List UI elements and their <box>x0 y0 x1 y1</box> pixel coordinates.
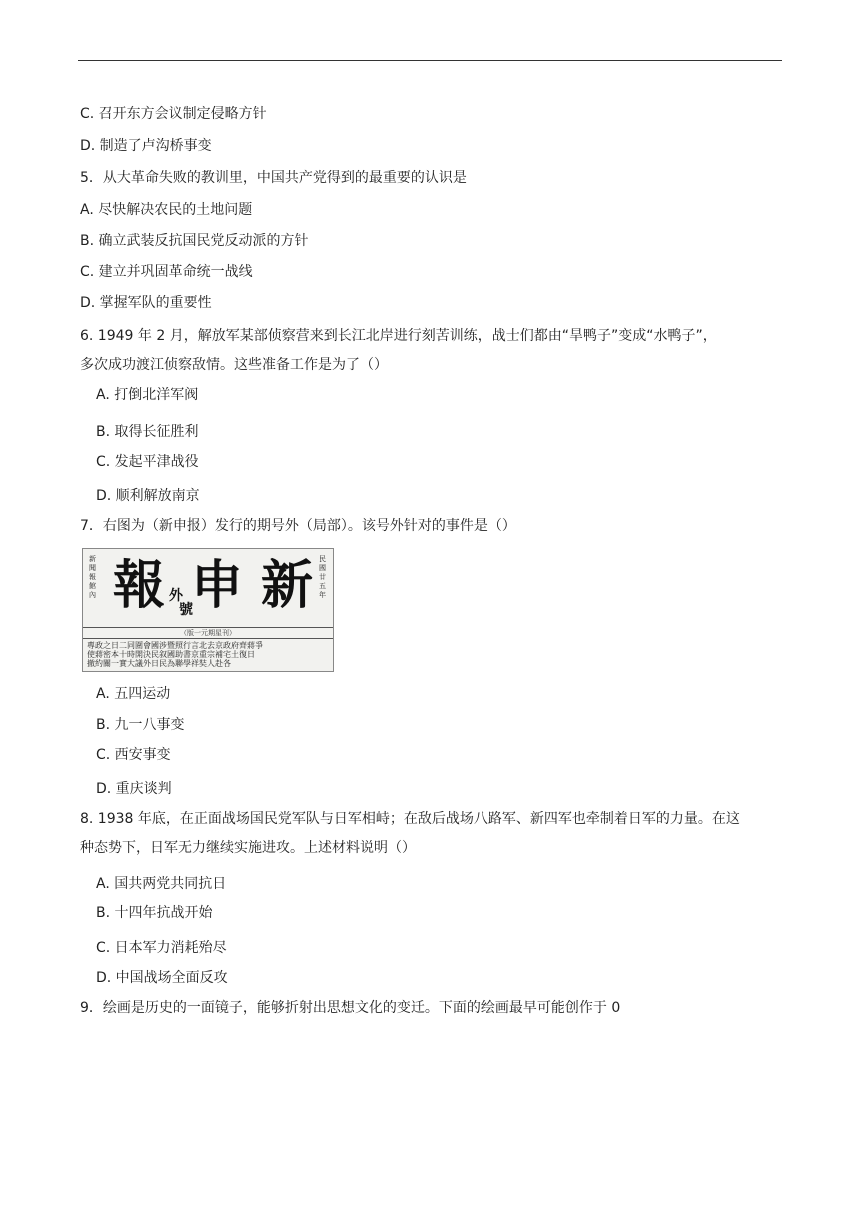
q5-option-a: A. 尽快解决农民的土地问题 <box>80 202 253 218</box>
q6-option-d: D. 顺利解放南京 <box>96 488 200 504</box>
q8-option-d: D. 中国战场全面反攻 <box>96 970 228 986</box>
q6-option-a: A. 打倒北洋军阀 <box>96 387 199 403</box>
question-5: 5．从大革命失败的教训里，中国共产党得到的最重要的认识是 <box>80 170 467 186</box>
q8-option-c: C. 日本军力消耗殆尽 <box>96 940 227 956</box>
q5-option-c: C. 建立并巩固革命统一战线 <box>80 264 253 280</box>
question-7: 7．右图为（新申报）发行的期号外（局部）。该号外针对的事件是（） <box>80 518 516 534</box>
newspaper-right-column: 民國廿五年 <box>319 555 326 599</box>
q6-option-c: C. 发起平津战役 <box>96 454 199 470</box>
newspaper-title-char-2: 申 <box>191 555 244 616</box>
newspaper-body <box>87 641 329 669</box>
q7-option-a: A. 五四运动 <box>96 686 171 702</box>
q8-option-b: B. 十四年抗战开始 <box>96 905 213 921</box>
newspaper-body-row-2: 使蔣密本十時開決民叙國助書京重宗補宅土復日 <box>87 650 255 659</box>
newspaper-left-column: 新聞報館內 <box>89 555 96 599</box>
question-9: 9．绘画是历史的一面镜子，能够折射出思想文化的变迁。下面的绘画最早可能创作于 0 <box>80 1000 621 1016</box>
newspaper-title-char-3: 新 <box>261 555 314 616</box>
newspaper-body-row-3: 撤約關一實大議外日民為聯學祥奘人赴各 <box>87 659 231 668</box>
newspaper-small-char-1: 號 <box>179 602 193 618</box>
newspaper-band: （版一元期星刊） <box>83 627 333 639</box>
q4-option-d: D. 制造了卢沟桥事变 <box>80 138 212 154</box>
header-rule <box>78 60 782 61</box>
newspaper-body-row-1: 專政之日二同圍會國涉暨照行言北去京政府齊蔣爭 <box>87 641 263 650</box>
q7-option-b: B. 九一八事变 <box>96 717 185 733</box>
question-8-line-2: 种态势下，日军无力继续实施进攻。上述材料说明（） <box>80 840 416 856</box>
newspaper-masthead <box>83 549 333 627</box>
q6-option-b: B. 取得长征胜利 <box>96 424 199 440</box>
q7-option-c: C. 西安事变 <box>96 747 171 763</box>
newspaper-small-char-2: 外 <box>169 588 183 604</box>
q5-option-b: B. 确立武装反抗国民党反动派的方针 <box>80 233 309 249</box>
question-8-line-1: 8. 1938 年底，在正面战场国民党军队与日军相峙；在敌后战场八路军、新四军也牵制着日军的力量。在这 <box>80 811 740 827</box>
newspaper-image <box>82 548 334 672</box>
q8-option-a: A. 国共两党共同抗日 <box>96 876 227 892</box>
q7-option-d: D. 重庆谈判 <box>96 781 172 797</box>
q5-option-d: D. 掌握军队的重要性 <box>80 295 212 311</box>
question-6-line-1: 6. 1949 年 2 月，解放军某部侦察营来到长江北岸进行刻苦训练，战士们都由“旱鸭子”变成“水鸭子”， <box>80 328 717 344</box>
newspaper-title-char-1: 報 <box>113 555 166 616</box>
q4-option-c: C. 召开东方会议制定侵略方针 <box>80 106 267 122</box>
question-6-line-2: 多次成功渡江侦察敌情。这些准备工作是为了（） <box>80 357 388 373</box>
